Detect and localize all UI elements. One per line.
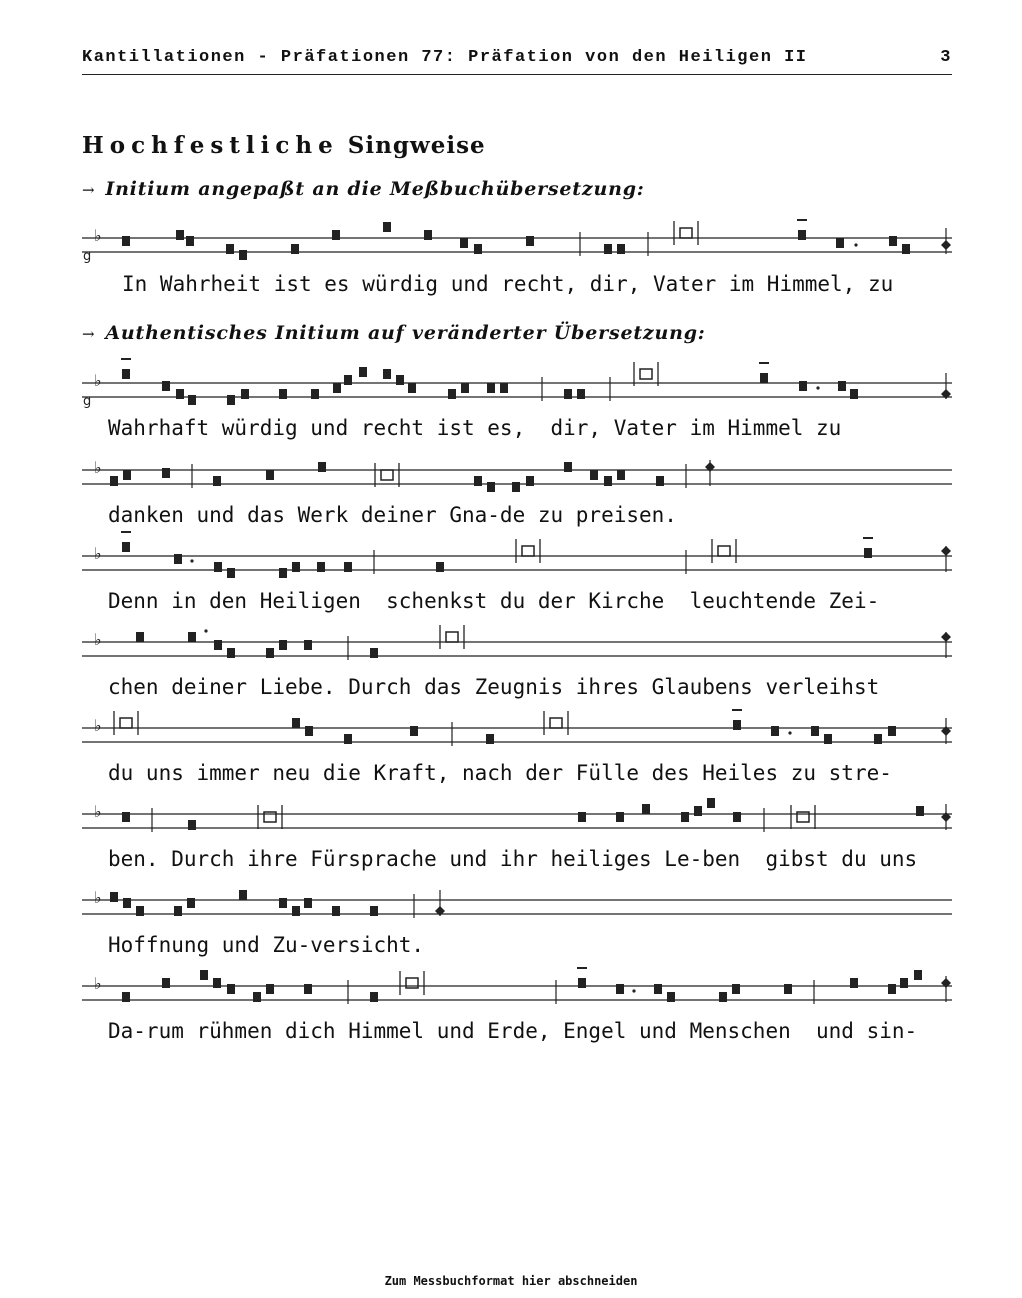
g-clef-letter: g [83,249,92,264]
neume-note [733,812,741,822]
neume-note [344,562,352,572]
neume-note [850,978,858,988]
neume-note [604,476,612,486]
neume-note [162,381,170,391]
neume-note [214,640,222,650]
neume-note [604,244,612,254]
punctum-dot [204,629,207,632]
lyric-line-3: danken und das Werk deiner Gna-de zu preisen. [108,503,677,527]
neume-note [526,236,534,246]
neume-note [266,470,274,480]
neume-note [174,554,182,564]
flat-clef-icon: ♭ [94,974,102,993]
neume-note [292,906,300,916]
arrow-icon: → [82,325,96,343]
neume-note [656,476,664,486]
neume-note [850,389,858,399]
neume-note [122,369,130,379]
neume-note [304,898,312,908]
header-title: Kantillationen - Präfationen 77: Präfation von den Heiligen II [82,48,808,67]
neume-note [279,640,287,650]
neume-note [474,244,482,254]
neume-note [900,978,908,988]
flat-clef-icon: ♭ [94,371,102,390]
flat-clef-icon: ♭ [94,802,102,821]
recitation-box-note [640,369,652,379]
episema-mark [732,709,742,711]
neume-note [383,369,391,379]
punctum-dot [788,731,791,734]
punctum-dot [854,243,857,246]
neume-note [266,984,274,994]
flat-clef-icon: ♭ [94,888,102,907]
neume-note [176,389,184,399]
neume-note [383,222,391,232]
neume-note [227,568,235,578]
neume-note [359,367,367,377]
neume-note [838,381,846,391]
neume-note [174,906,182,916]
neume-note [227,648,235,658]
neume-note [110,892,118,902]
neume-note [292,562,300,572]
neume-note [500,383,508,393]
neume-note [370,648,378,658]
neume-note [526,476,534,486]
neume-note [681,812,689,822]
neume-note [487,482,495,492]
neume-note [642,804,650,814]
neume-note [311,389,319,399]
note-initium-adapted [82,178,645,200]
neume-note [824,734,832,744]
neume-note [122,812,130,822]
neume-note [186,236,194,246]
section-title-main: Hochfestliche [82,132,339,159]
neume-note [564,389,572,399]
neume-note [162,978,170,988]
neume-note [733,720,741,730]
neume-note [654,984,662,994]
page-number: 3 [940,48,952,67]
episema-mark [121,531,131,533]
punctum-dot [632,989,635,992]
neume-note [732,984,740,994]
neume-note [162,468,170,478]
neume-note [474,476,482,486]
punctum-dot [816,386,819,389]
neume-note [914,970,922,980]
neume-note [213,978,221,988]
neume-note [577,389,585,399]
neume-note [136,906,144,916]
neume-note [333,383,341,393]
neume-note [396,375,404,385]
neume-note [616,812,624,822]
neume-note [617,244,625,254]
neume-note [187,898,195,908]
lyric-line-9: Da-rum rühmen dich Himmel und Erde, Engel und Menschen und sin- [108,1019,918,1043]
recitation-box-note [381,470,393,480]
final-diamond-note [941,546,951,556]
neume-note [176,230,184,240]
page-header [82,46,952,75]
arrow-icon: → [82,181,96,199]
neume-note [305,726,313,736]
neume-note [279,389,287,399]
neume-note [590,470,598,480]
neume-note [188,632,196,642]
neume-note [279,898,287,908]
neume-note [564,462,572,472]
recitation-box-note [120,718,132,728]
punctum-dot [190,559,193,562]
neume-note [461,383,469,393]
footer-cut-note: Zum Messbuchformat hier abschneiden [384,1274,638,1288]
neume-note [332,906,340,916]
neume-note [226,244,234,254]
neume-note [436,562,444,572]
neume-note [916,806,924,816]
neume-note [486,734,494,744]
episema-mark [121,358,131,360]
neume-note [370,906,378,916]
neume-note [410,726,418,736]
neume-note [370,992,378,1002]
lyric-line-4: Denn in den Heiligen schenkst du der Kirche leuchtende Zei- [108,589,880,613]
note-initium-authentic [82,322,706,344]
neume-note [799,381,807,391]
neume-note [344,734,352,744]
lyric-line-6: du uns immer neu die Kraft, nach der Fülle des Heiles zu stre- [108,761,892,785]
neume-note [616,984,624,994]
neume-note [188,820,196,830]
flat-clef-icon: ♭ [94,716,102,735]
flat-clef-icon: ♭ [94,630,102,649]
neume-note [239,250,247,260]
neume-note [408,383,416,393]
episema-mark [797,219,807,221]
neume-note [694,806,702,816]
g-clef-letter: g [83,394,92,409]
neume-note [617,470,625,480]
neume-note [512,482,520,492]
final-diamond-note [941,240,951,250]
neume-note [241,389,249,399]
neume-note [460,238,468,248]
lyric-line-7: ben. Durch ihre Fürsprache und ihr heiliges Le-ben gibst du uns [108,847,918,871]
neume-note [448,389,456,399]
neume-note [122,236,130,246]
neume-note [771,726,779,736]
recitation-box-note [446,632,458,642]
final-diamond-note [941,632,951,642]
neume-note [888,726,896,736]
note-text: Initium angepaßt an die Meßbuchübersetzung: [105,178,645,200]
neume-note [836,238,844,248]
neume-note [110,476,118,486]
neume-note [227,984,235,994]
lyric-line-2: Wahrhaft würdig und recht ist es, dir, Vater im Himmel zu [108,416,842,440]
neume-note [707,798,715,808]
neume-note [874,734,882,744]
neume-note [332,230,340,240]
recitation-box-note [522,546,534,556]
neume-note [902,244,910,254]
neume-note [424,230,432,240]
neume-note [889,236,897,246]
neume-note [136,632,144,642]
neume-note [239,890,247,900]
lyric-line-5: chen deiner Liebe. Durch das Zeugnis ihres Glaubens verleihst [108,675,880,699]
neume-note [253,992,261,1002]
section-title [82,132,486,159]
neume-note [864,548,872,558]
neume-note [123,898,131,908]
neume-note [719,992,727,1002]
neume-note [318,462,326,472]
flat-clef-icon: ♭ [94,226,102,245]
neume-note [304,640,312,650]
note-text: Authentisches Initium auf veränderter Übersetzung: [105,322,706,344]
flat-clef-icon: ♭ [94,544,102,563]
neume-note [279,568,287,578]
neume-note [122,542,130,552]
neume-note [213,476,221,486]
lyric-line-1: In Wahrheit ist es würdig und recht, dir, Vater im Himmel, zu [122,272,894,296]
neume-note [122,992,130,1002]
neume-note [317,562,325,572]
neume-note [811,726,819,736]
neume-note [292,718,300,728]
neume-note [227,395,235,405]
neume-note [667,992,675,1002]
neume-note [784,984,792,994]
neume-note [344,375,352,385]
neume-note [304,984,312,994]
episema-mark [863,537,873,539]
neume-note [760,373,768,383]
episema-mark [577,967,587,969]
neume-note [123,470,131,480]
episema-mark [759,362,769,364]
section-title-rest: Singweise [347,132,486,159]
neume-note [214,562,222,572]
neume-note [266,648,274,658]
recitation-box-note [550,718,562,728]
neume-note [888,984,896,994]
recitation-box-note [680,228,692,238]
neume-note [188,395,196,405]
recitation-box-note [718,546,730,556]
flat-clef-icon: ♭ [94,458,102,477]
neume-note [578,978,586,988]
lyric-line-8: Hoffnung und Zu-versicht. [108,933,425,957]
neume-note [487,383,495,393]
neume-note [798,230,806,240]
neume-note [200,970,208,980]
neume-note [291,244,299,254]
neume-note [578,812,586,822]
